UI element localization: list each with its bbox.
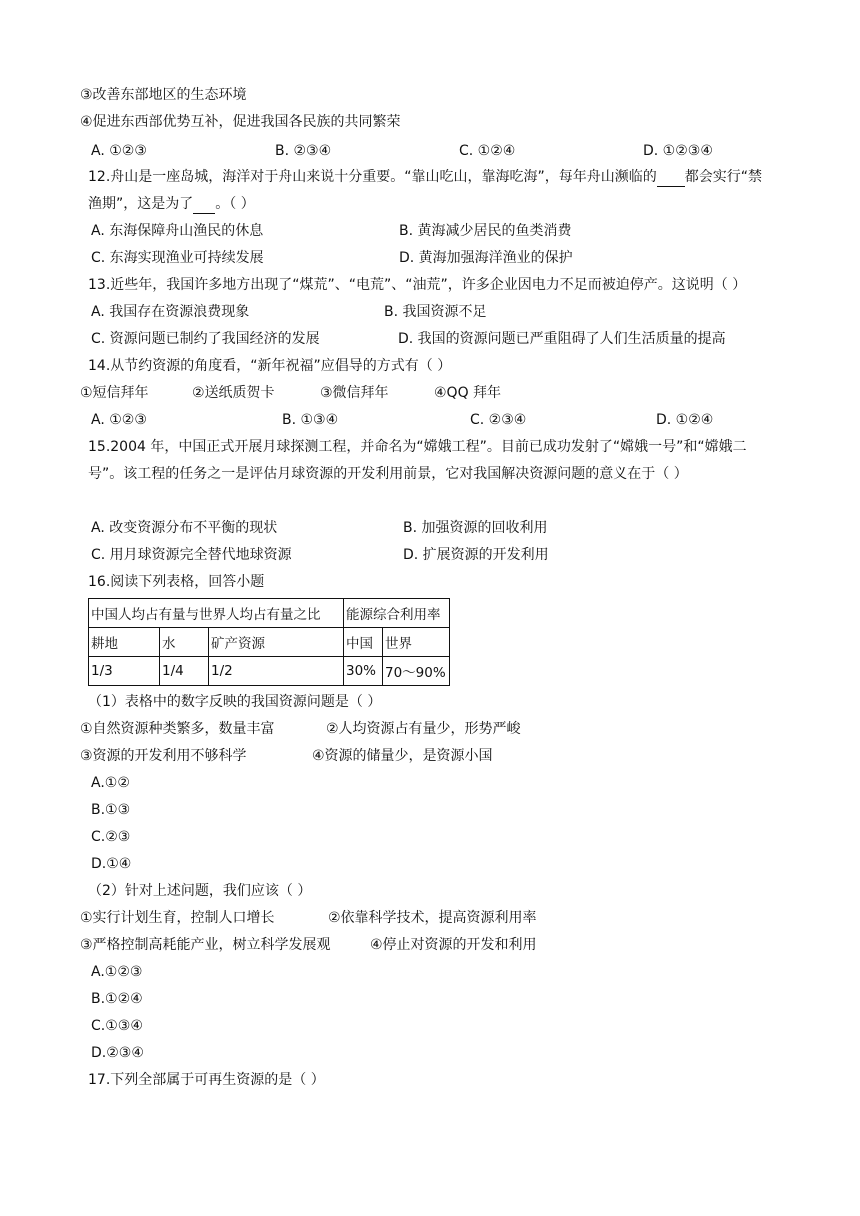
q14-option-d[interactable]: D. ①②④ (656, 412, 714, 428)
q16-sub1-item-3: ③资源的开发利用不够科学 (80, 748, 247, 764)
q16-sub1-item-1: ①自然资源种类繁多，数量丰富 (80, 721, 275, 737)
q16-sub2-item-2: ②依靠科学技术，提高资源利用率 (328, 910, 537, 926)
q15-option-a[interactable]: A. 改变资源分布不平衡的现状 (91, 520, 278, 536)
q16-sub2-item-1: ①实行计划生育，控制人口增长 (80, 910, 275, 926)
table-value-water: 1/4 (160, 657, 209, 686)
q15-option-c[interactable]: C. 用月球资源完全替代地球资源 (91, 547, 292, 563)
q12-option-d[interactable]: D. 黄海加强海洋渔业的保护 (399, 250, 573, 266)
q14-item-2: ②送纸质贺卡 (192, 385, 275, 401)
q13-option-a[interactable]: A. 我国存在资源浪费现象 (91, 304, 250, 320)
q13-option-b[interactable]: B. 我国资源不足 (384, 304, 487, 320)
q12-stem-part3: 渔期”，这是为了 (88, 196, 194, 212)
q12-stem-line1 (88, 168, 762, 186)
q14-option-a[interactable]: A. ①②③ (91, 412, 147, 428)
q12-stem-part4: 。（ ） (215, 196, 255, 212)
q11-option-c[interactable]: C. ①②④ (459, 143, 516, 159)
table-cell-world: 世界 (383, 628, 450, 657)
statement-4: ④促进东西部优势互补，促进我国各民族的共同繁荣 (80, 114, 401, 130)
q12-stem-line2 (88, 195, 255, 213)
q14-stem: 14.从节约资源的角度看，“新年祝福”应倡导的方式有（ ） (88, 358, 452, 374)
table-value-china: 30% (344, 657, 383, 686)
q11-option-a[interactable]: A. ①②③ (91, 143, 147, 159)
q12-option-a[interactable]: A. 东海保障舟山渔民的休息 (91, 223, 264, 239)
table-cell-minerals: 矿产资源 (209, 628, 344, 657)
q16-sub1-stem: （1）表格中的数字反映的我国资源问题是（ ） (88, 694, 382, 710)
resource-table (88, 598, 450, 686)
q11-option-b[interactable]: B. ②③④ (275, 143, 332, 159)
q16-sub1-option-a[interactable]: A.①② (91, 775, 130, 791)
statement-3: ③改善东部地区的生态环境 (80, 87, 247, 103)
q16-sub2-option-c[interactable]: C.①③④ (91, 1018, 143, 1034)
table-header-per-capita: 中国人均占有量与世界人均占有量之比 (89, 599, 344, 628)
q16-sub1-option-c[interactable]: C.②③ (91, 829, 131, 845)
q16-sub2-option-a[interactable]: A.①②③ (91, 964, 143, 980)
q12-option-c[interactable]: C. 东海实现渔业可持续发展 (91, 250, 264, 266)
q16-sub1-option-d[interactable]: D.①④ (91, 856, 132, 872)
q16-sub2-item-4: ④停止对资源的开发和利用 (370, 937, 537, 953)
table-value-world: 70～90% (383, 657, 450, 686)
table-cell-china: 中国 (344, 628, 383, 657)
q16-sub1-item-2: ②人均资源占有量少，形势严峻 (326, 721, 521, 737)
q13-option-d[interactable]: D. 我国的资源问题已严重阻碍了人们生活质量的提高 (398, 331, 726, 347)
table-cell-water: 水 (160, 628, 209, 657)
q16-sub2-item-3: ③严格控制高耗能产业，树立科学发展观 (80, 937, 331, 953)
q14-item-1: ①短信拜年 (80, 385, 149, 401)
q13-stem: 13.近些年，我国许多地方出现了“煤荒”、“电荒”、“油荒”，许多企业因电力不足而被迫停产。这说明（ ） (88, 277, 747, 293)
q15-stem-line1: 15.2004 年，中国正式开展月球探测工程，并命名为“嫦娥工程”。目前已成功发射了“嫦娥一号”和“嫦娥二 (88, 439, 747, 455)
q14-option-b[interactable]: B. ①③④ (282, 412, 339, 428)
q12-blank-2 (193, 195, 215, 214)
q16-sub1-item-4: ④资源的储量少，是资源小国 (312, 748, 493, 764)
table-header-energy-rate: 能源综合利用率 (344, 599, 450, 628)
q12-blank-1 (657, 168, 685, 187)
q15-option-d[interactable]: D. 扩展资源的开发利用 (403, 547, 549, 563)
q16-sub1-option-b[interactable]: B.①③ (91, 802, 131, 818)
q16-sub2-option-d[interactable]: D.②③④ (91, 1045, 144, 1061)
q11-option-d[interactable]: D. ①②③④ (643, 143, 713, 159)
q15-stem-line2: 号”。该工程的任务之一是评估月球资源的开发利用前景，它对我国解决资源问题的意义在于（ ） (88, 466, 688, 482)
q15-option-b[interactable]: B. 加强资源的回收利用 (403, 520, 548, 536)
table-cell-farmland: 耕地 (89, 628, 160, 657)
q14-item-4: ④QQ 拜年 (434, 385, 502, 401)
q14-option-c[interactable]: C. ②③④ (470, 412, 527, 428)
q12-stem-part1: 12.舟山是一座岛城，海洋对于舟山来说十分重要。“靠山吃山，靠海吃海”，每年舟山濒临的 (88, 169, 657, 185)
q16-sub2-option-b[interactable]: B.①②④ (91, 991, 143, 1007)
table-value-farmland: 1/3 (89, 657, 160, 686)
q12-stem-part2: 都会实行“禁 (684, 169, 763, 185)
q12-option-b[interactable]: B. 黄海减少居民的鱼类消费 (399, 223, 572, 239)
q14-item-3: ③微信拜年 (320, 385, 389, 401)
q16-sub2-stem: （2）针对上述问题，我们应该（ ） (88, 883, 312, 899)
q17-stem: 17.下列全部属于可再生资源的是（ ） (88, 1072, 325, 1088)
table-value-minerals: 1/2 (209, 657, 344, 686)
q16-stem: 16.阅读下列表格，回答小题 (88, 574, 265, 590)
q13-option-c[interactable]: C. 资源问题已制约了我国经济的发展 (91, 331, 320, 347)
